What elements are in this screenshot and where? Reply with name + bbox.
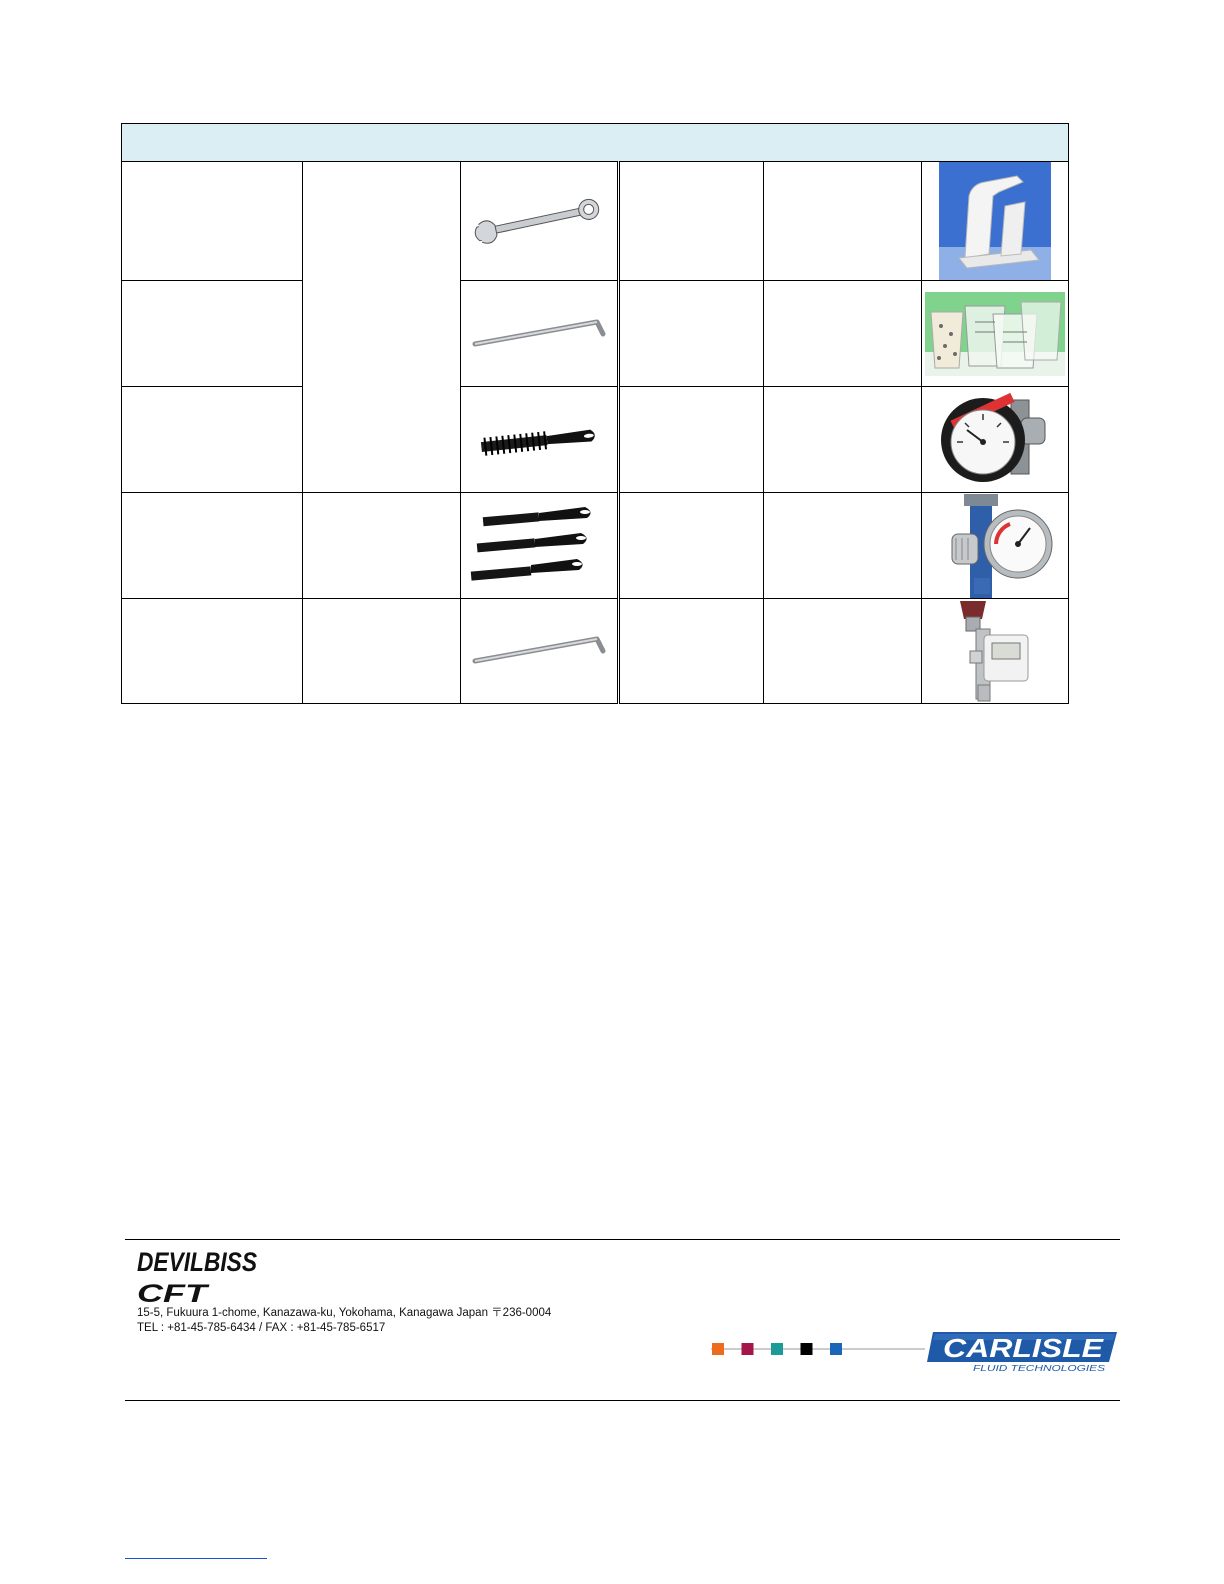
table-cell <box>619 162 764 281</box>
color-dots-decoration <box>711 1341 925 1357</box>
link-underline <box>125 1558 267 1559</box>
color-square <box>830 1343 842 1355</box>
table-row <box>122 493 1069 599</box>
table-row <box>122 281 1069 387</box>
contact-line: TEL : +81-45-785-6434 / FAX : +81-45-785-6517 <box>137 1322 386 1334</box>
brand-secondary: CFT <box>137 1281 211 1305</box>
table-cell <box>122 599 303 704</box>
table-cell <box>764 599 922 704</box>
cleaning-pick-icon <box>461 281 619 387</box>
company-address <box>137 1306 551 1336</box>
table-cell <box>303 162 461 493</box>
mixing-cups-icon <box>922 281 1069 387</box>
color-square <box>712 1343 724 1355</box>
accessories-table <box>121 123 1069 704</box>
company-logo-subtext: FLUID TECHNOLOGIES <box>973 1364 1106 1372</box>
table-row <box>122 599 1069 704</box>
table-cell <box>122 162 303 281</box>
color-square <box>771 1343 783 1355</box>
table-cell <box>764 493 922 599</box>
gun-stand-icon <box>922 162 1069 281</box>
table-cell <box>122 281 303 387</box>
table-cell <box>303 599 461 704</box>
table-cell <box>619 493 764 599</box>
color-square <box>742 1343 754 1355</box>
table-cell <box>619 281 764 387</box>
table-header <box>122 124 1069 162</box>
table-cell <box>122 387 303 493</box>
table-cell <box>619 599 764 704</box>
brush-set-icon <box>461 493 619 599</box>
brand-primary: DEVILBISS <box>137 1247 257 1276</box>
combination-wrench-icon <box>461 162 619 281</box>
digital-regulator-icon <box>922 599 1069 704</box>
carlisle-logo <box>925 1326 1120 1372</box>
cleaning-brush-icon <box>461 387 619 493</box>
footer <box>125 1239 1120 1401</box>
table-cell <box>303 493 461 599</box>
company-logo-text: CARLISLE <box>943 1333 1104 1363</box>
table-cell <box>619 387 764 493</box>
table-row <box>122 387 1069 493</box>
table-cell <box>764 162 922 281</box>
table-cell <box>764 387 922 493</box>
cleaning-pick-icon <box>461 599 619 704</box>
color-square <box>801 1343 813 1355</box>
devilbiss-logo <box>137 1246 267 1276</box>
address-line: 15-5, Fukuura 1-chome, Kanazawa-ku, Yokohama, Kanagawa Japan 〒236-0004 <box>137 1307 552 1319</box>
cft-logo <box>137 1281 227 1305</box>
table-cell <box>122 493 303 599</box>
table-row <box>122 162 1069 281</box>
air-regulator-icon <box>922 493 1069 599</box>
air-gauge-icon <box>922 387 1069 493</box>
table-cell <box>764 281 922 387</box>
